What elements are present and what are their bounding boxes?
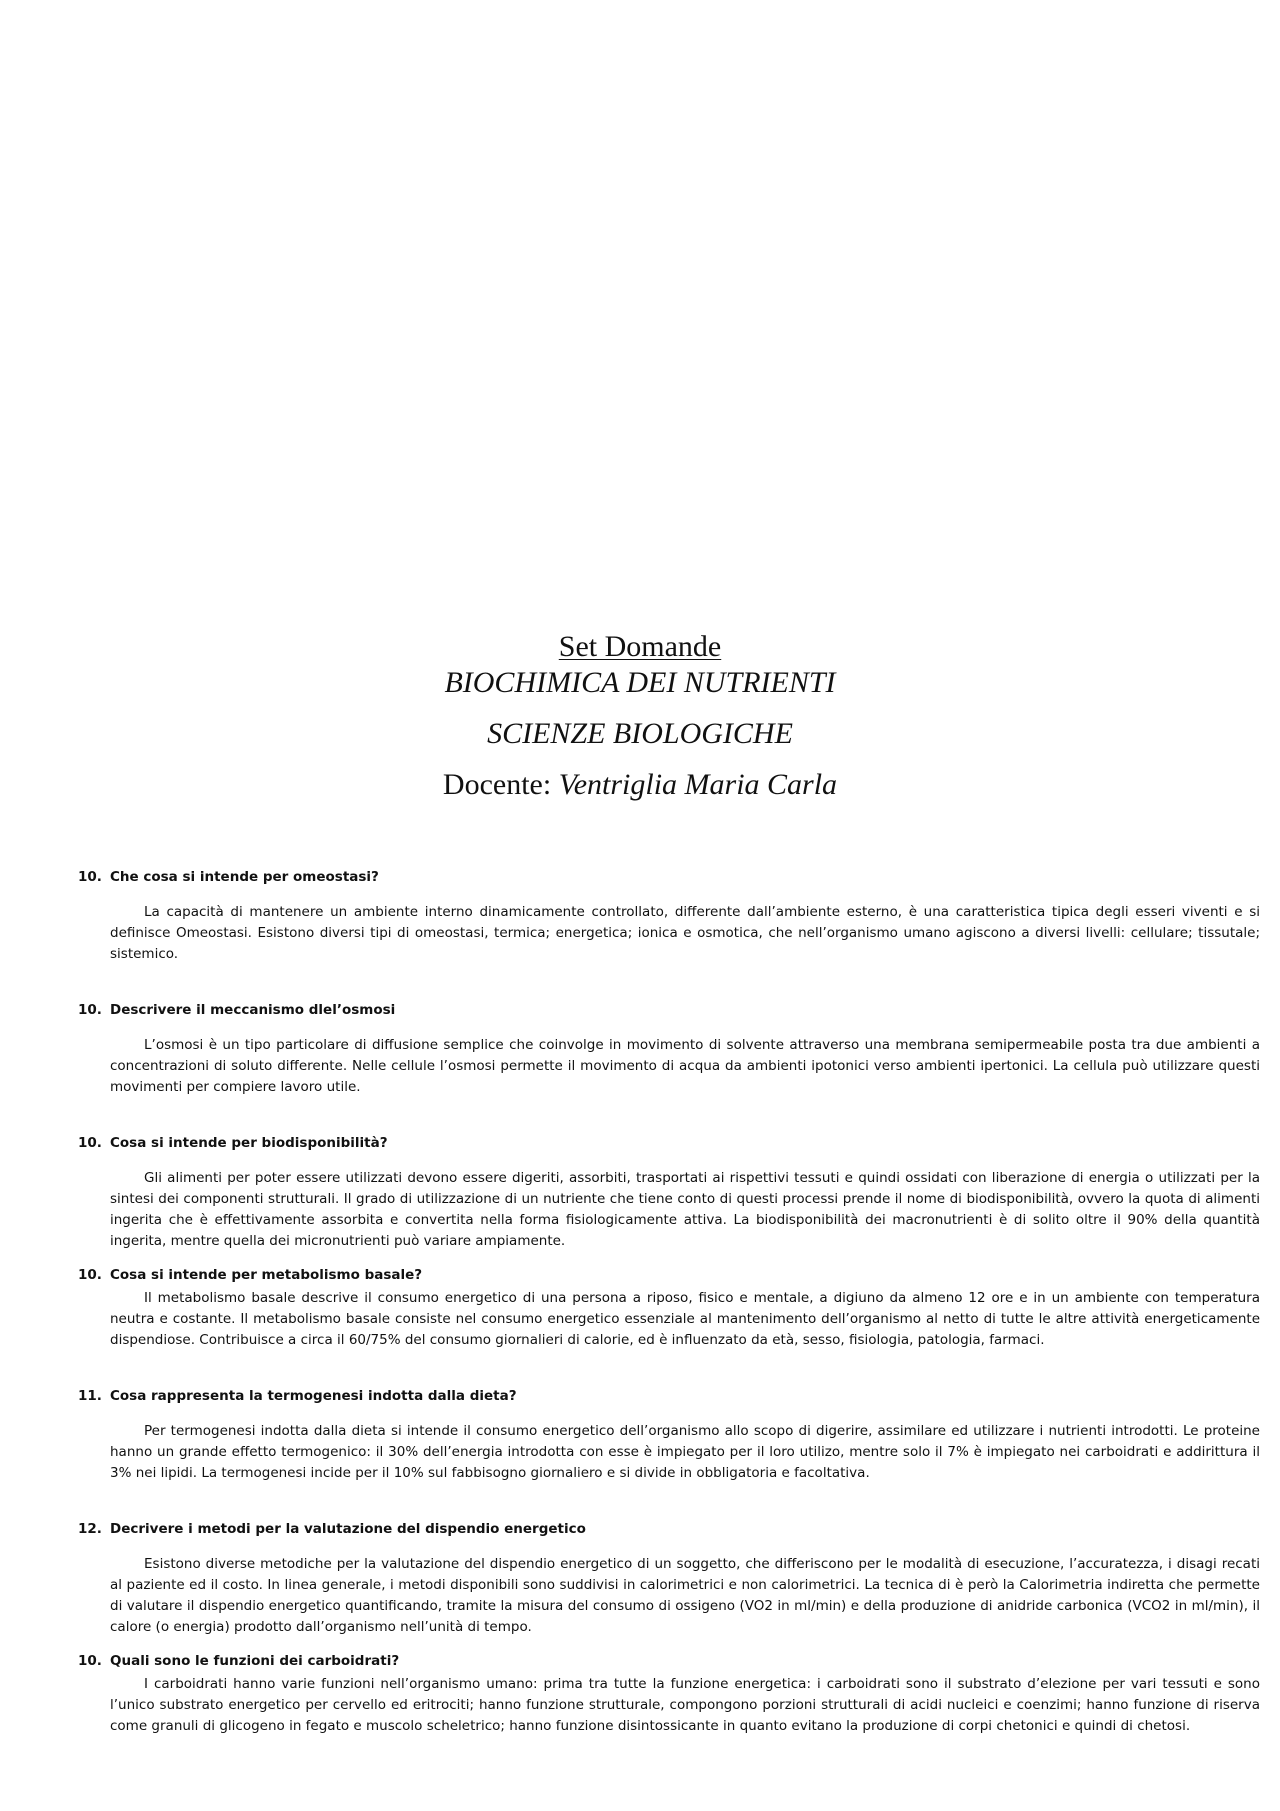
teacher-label: Docente:: [442, 768, 559, 801]
question-title: Decrivere i metodi per la valutazione del dispendio energetico: [110, 1521, 586, 1537]
question-number: 10.: [78, 1653, 102, 1669]
question-number: 12.: [78, 1521, 102, 1537]
question-heading: [78, 868, 1268, 886]
question-item: [78, 868, 1268, 965]
question-answer: Gli alimenti per poter essere utilizzati devono essere digeriti, assorbiti, trasportati ai rispettivi tessuti e quindi ossidati con liberazione di energia o utilizzati per la sintesi dei componenti strutturali. Il grado di utilizzazione di un nutriente che tiene conto di questi processi prende il nome di biodisponibilità, ovvero la quota di alimenti ingerita che è effettivamente assorbita e convertita nella forma fisiologicamente attiva. La biodisponibilità dei macronutrienti è di solito oltre il 90% della quantità ingerita, mentre quella dei micronutrienti può variare ampiamente.: [110, 1170, 1260, 1249]
question-heading: [78, 1001, 1268, 1019]
question-item: [78, 1520, 1268, 1638]
question-item: [78, 1134, 1268, 1252]
question-heading: [78, 1387, 1268, 1405]
question-item: [78, 1652, 1268, 1737]
question-list: [78, 868, 1268, 1737]
question-title: Cosa si intende per metabolismo basale?: [110, 1267, 423, 1283]
question-heading: [78, 1266, 1268, 1284]
teacher-name: Ventriglia Maria Carla: [558, 768, 838, 801]
question-title: Cosa rappresenta la termogenesi indotta dalla dieta?: [110, 1388, 517, 1404]
question-number: 11.: [78, 1388, 102, 1404]
teacher-line: [0, 766, 1280, 804]
degree-title: SCIENZE BIOLOGICHE: [487, 717, 793, 750]
question-title: Descrivere il meccanismo dlel’osmosi: [110, 1002, 396, 1018]
question-answer: I carboidrati hanno varie funzioni nell’organismo umano: prima tra tutte la funzione energetica: i carboidrati sono il substrato d’elezione per vari tessuti e sono l’unico substrato energetico per cervello ed eritrociti; hanno funzione strutturale, compongono porzioni strutturali di acidi nucleici e coenzimi; hanno funzione di riserva come granuli di glicogeno in fegato e muscolo scheletrico; hanno funzione disintossicante in quanto evitano la produzione di corpi chetonici e quindi di chetosi.: [110, 1676, 1260, 1734]
question-title: Che cosa si intende per omeostasi?: [110, 869, 379, 885]
question-heading: [78, 1520, 1268, 1538]
question-title: Cosa si intende per biodisponibilità?: [110, 1135, 388, 1151]
document-header: [0, 630, 1280, 804]
question-title: Quali sono le funzioni dei carboidrati?: [110, 1653, 400, 1669]
question-answer: Il metabolismo basale descrive il consumo energetico di una persona a riposo, fisico e mentale, a digiuno da almeno 12 ore e in un ambiente con temperatura neutra e costante. Il metabolismo basale consiste nel consumo energetico essenziale al mantenimento dell’organismo al netto di tutte le altre attività energeticamente dispendiose. Contribuisce a circa il 60/75% del consumo giornalieri di calorie, ed è influenzato da età, sesso, fisiologia, patologia, farmaci.: [110, 1290, 1260, 1348]
question-heading: [78, 1134, 1268, 1152]
set-title: Set Domande: [558, 630, 722, 663]
question-item: [78, 1387, 1268, 1484]
question-answer: La capacità di mantenere un ambiente interno dinamicamente controllato, differente dall’ambiente esterno, è una caratteristica tipica degli esseri viventi e si definisce Omeostasi. Esistono diversi tipi di omeostasi, termica; energetica; ionica e osmotica, che nell’organismo umano agiscono a diversi livelli: cellulare; tissutale; sistemico.: [110, 904, 1260, 962]
question-number: 10.: [78, 1135, 102, 1151]
question-item: [78, 1266, 1268, 1351]
question-heading: [78, 1652, 1268, 1670]
question-number: 10.: [78, 869, 102, 885]
question-item: [78, 1001, 1268, 1098]
question-answer: Per termogenesi indotta dalla dieta si intende il consumo energetico dell’organismo allo scopo di digerire, assimilare ed utilizzare i nutrienti introdotti. Le proteine hanno un grande effetto termogenico: il 30% dell’energia introdotta con esse è impiegato per il loro utilizo, mentre solo il 7% è impiegato nei carboidrati e addirittura il 3% nei lipidi. La termogenesi incide per il 10% sul fabbisogno giornaliero e si divide in obbligatoria e facoltativa.: [110, 1423, 1260, 1481]
question-number: 10.: [78, 1267, 102, 1283]
question-answer: L’osmosi è un tipo particolare di diffusione semplice che coinvolge in movimento di solvente attraverso una membrana semipermeabile posta tra due ambienti a concentrazioni di soluto differente. Nelle cellule l’osmosi permette il movimento di acqua da ambienti ipotonici verso ambienti ipertonici. La cellula può utilizzare questi movimenti per compiere lavoro utile.: [110, 1037, 1260, 1095]
course-title: BIOCHIMICA DEI NUTRIENTI: [444, 666, 836, 699]
question-number: 10.: [78, 1002, 102, 1018]
question-answer: Esistono diverse metodiche per la valutazione del dispendio energetico di un soggetto, che differiscono per le modalità di esecuzione, l’accuratezza, i disagi recati al paziente ed il costo. In linea generale, i metodi disponibili sono suddivisi in calorimetrici e non calorimetrici. La tecnica di è però la Calorimetria indiretta che permette di valutare il dispendio energetico quantificando, tramite la misura del consumo di ossigeno (VO2 in ml/min) e della produzione di anidride carbonica (VCO2 in ml/min), il calore (o energia) prodotto dall’organismo nell’unità di tempo.: [110, 1556, 1260, 1635]
